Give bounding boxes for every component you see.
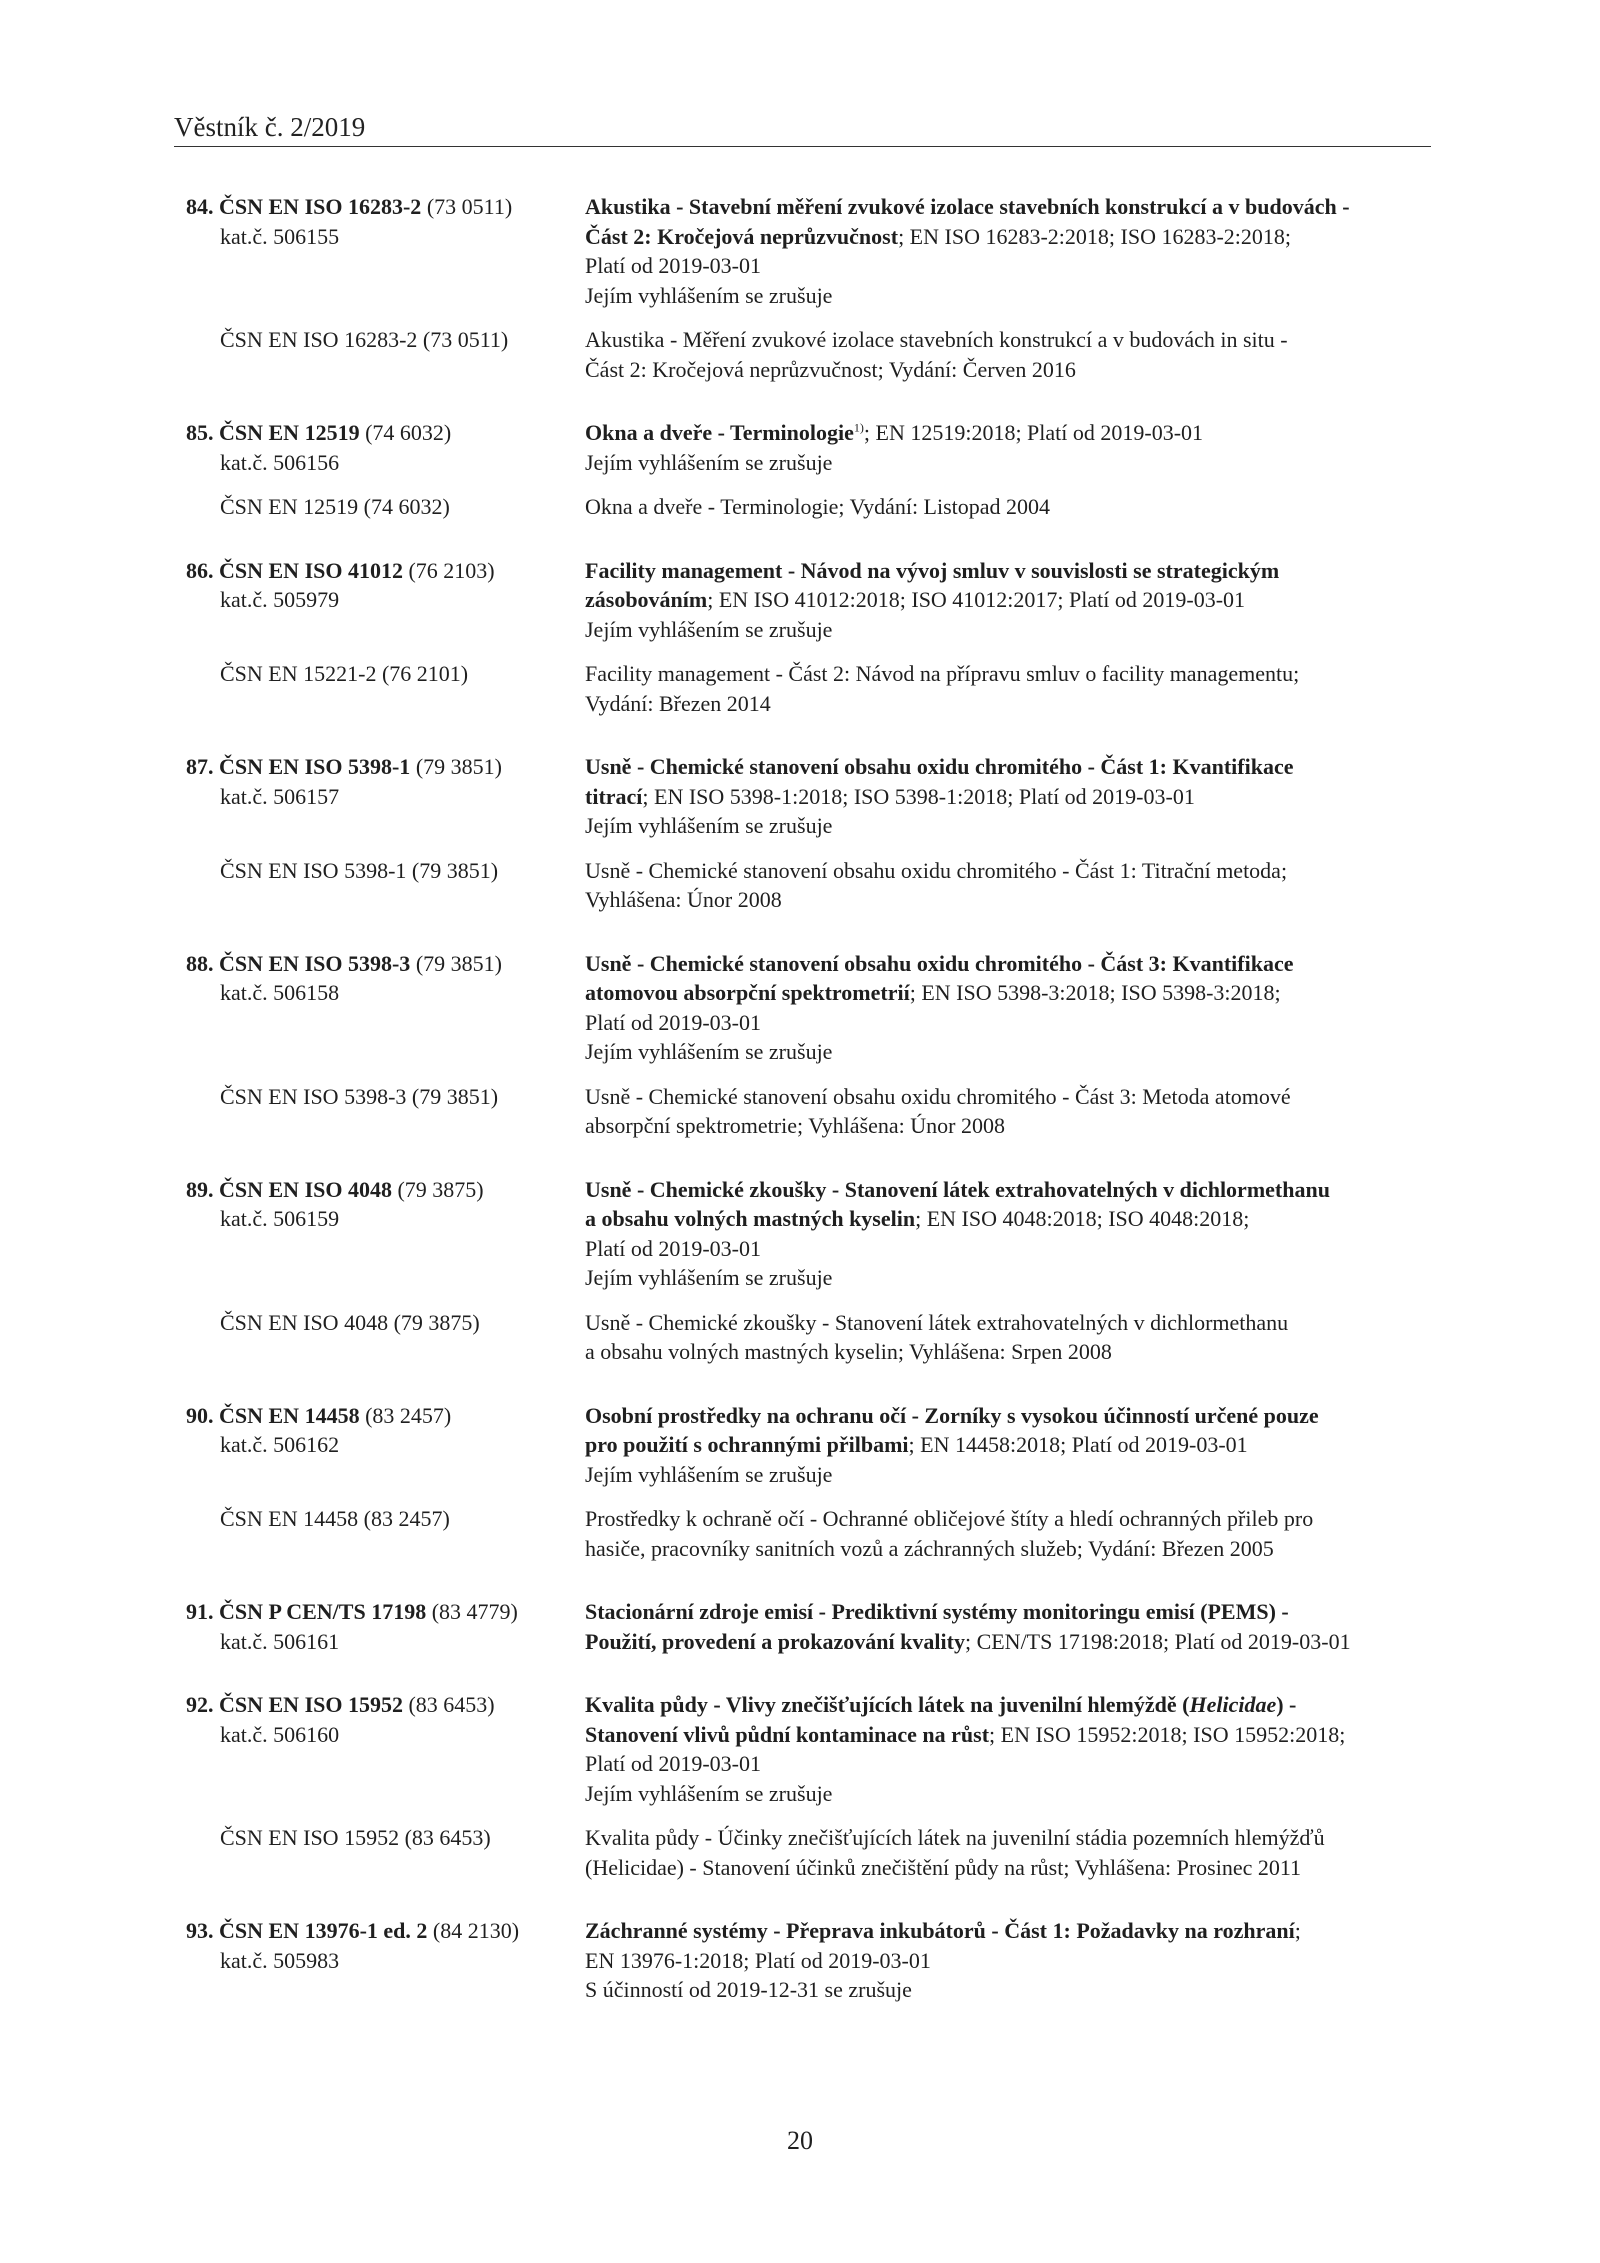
new-standard-row [186,752,1440,841]
standard-designation [186,949,585,1067]
text-line [585,418,1440,448]
text-line [186,1204,585,1234]
text-line [186,1627,585,1657]
text-line [585,1111,1440,1141]
standard-designation [186,1690,585,1808]
text-segment: Jejím vyhlášením se zrušuje [585,813,833,838]
text-segment: titrací [585,783,643,809]
text-segment: zásobováním [585,587,708,612]
text-segment: ; EN ISO 4048:2018; ISO 4048:2018; [915,1206,1250,1231]
text-segment: Jejím vyhlášením se zrušuje [585,1780,833,1806]
text-line [585,1234,1440,1264]
new-standard-row [186,1175,1440,1293]
text-segment: Vydání: Březen 2014 [585,690,771,716]
text-segment: a obsahu volných mastných kyselin [585,1206,916,1231]
replaced-standard-row [186,1504,1440,1563]
text-line [585,1460,1440,1490]
text-segment: ČSN EN 14458 (83 2457) [220,1506,450,1531]
standard-designation [186,1175,585,1293]
text-line [585,448,1440,478]
text-segment: ; EN ISO 5398-1:2018; ISO 5398-1:2018; Platí od 2019-03-01 [642,783,1195,809]
text-line [585,1853,1440,1883]
standard-description [585,1823,1440,1882]
text-segment: Usně - Chemické stanovení obsahu oxidu chromitého - Část 1: Titrační metoda; [585,857,1288,883]
text-line [585,1204,1440,1234]
text-line [585,192,1440,222]
text-line [585,949,1440,979]
text-segment: Facility management - Část 2: Návod na přípravu smluv o facility managementu; [585,661,1300,686]
text-segment: Platí od 2019-03-01 [585,1235,761,1261]
standard-description [585,492,1440,522]
standard-designation [186,1308,585,1367]
text-segment: kat.č. 506162 [220,1432,340,1457]
text-line [186,585,585,615]
text-segment: kat.č. 505983 [220,1947,340,1973]
text-segment: (Helicidae) - Stanovení účinků znečištění půdy na růst; Vyhlášena: Prosinec 2011 [585,1854,1302,1880]
text-line [186,192,585,222]
text-segment: Usně - Chemické stanovení obsahu oxidu chromitého - Část 1: Kvantifikace [585,754,1294,779]
text-line [585,782,1440,812]
text-line [585,978,1440,1008]
standard-entry [186,418,1440,522]
new-standard-row [186,1916,1440,2005]
new-standard-row [186,418,1440,477]
text-line [186,1430,585,1460]
text-line [585,752,1440,782]
text-line [186,1504,585,1534]
text-segment: ; EN ISO 16283-2:2018; ISO 16283-2:2018; [898,223,1292,249]
text-line [186,752,585,782]
standard-description [585,1690,1440,1808]
text-line [585,885,1440,915]
text-segment: Vyhlášena: Únor 2008 [585,887,782,912]
text-segment: kat.č. 506156 [220,449,340,475]
text-segment: ) - [1276,1692,1297,1717]
text-line [585,1175,1440,1205]
text-segment: ; EN 14458:2018; Platí od 2019-03-01 [908,1432,1248,1457]
text-line [186,782,585,812]
text-line [186,659,585,689]
text-segment: atomovou absorpční spektrometrií [585,980,910,1005]
text-segment: Jejím vyhlášením se zrušuje [585,1039,833,1064]
text-line [585,1975,1440,2005]
text-segment: kat.č. 506158 [220,980,340,1005]
text-segment: Stanovení vlivů půdní kontaminace na růst [585,1721,990,1747]
text-segment: ČSN EN ISO 5398-3 (79 3851) [220,1083,499,1109]
text-segment: 84. ČSN EN ISO 16283-2 [186,194,422,219]
text-line [186,1082,585,1112]
standard-designation [186,856,585,915]
text-segment: Akustika - Měření zvukové izolace stavebních konstrukcí a v budovách in situ - [585,327,1288,352]
standard-designation [186,192,585,310]
header-divider [174,146,1431,147]
new-standard-row [186,1401,1440,1490]
text-segment: (76 2103) [402,557,495,583]
text-segment: Osobní prostředky na ochranu očí - Zorníky s vysokou účinností určené pouze [585,1402,1319,1428]
text-segment: kat.č. 506161 [220,1628,340,1654]
text-segment: ČSN EN ISO 4048 (79 3875) [220,1309,480,1335]
text-segment: Část 2: Kročejová neprůzvučnost [585,223,899,249]
text-line [186,1597,585,1627]
page-header-title: Věstník č. 2/2019 [174,112,366,142]
text-line [585,1823,1440,1853]
text-segment: EN 13976-1:2018; Platí od 2019-03-01 [585,1947,931,1973]
standard-description [585,1308,1440,1367]
text-segment: Akustika - Stavební měření zvukové izolace stavebních konstrukcí a v budovách - [585,194,1350,219]
text-line [585,251,1440,281]
text-line [585,355,1440,385]
text-line [585,659,1440,689]
text-segment: Usně - Chemické zkoušky - Stanovení látek extrahovatelných v dichlormethanu [585,1309,1289,1335]
new-standard-row [186,949,1440,1067]
text-line [186,1175,585,1205]
standard-description [585,856,1440,915]
text-segment: Záchranné systémy - Přeprava inkubátorů - Část 1: Požadavky na rozhraní [585,1918,1295,1943]
text-segment: Jejím vyhlášením se zrušuje [585,449,833,475]
text-line [585,1690,1440,1720]
text-line [585,585,1440,615]
standard-entry [186,1690,1440,1882]
text-line [585,1082,1440,1112]
standard-entry [186,1916,1440,2005]
text-segment: Okna a dveře - Terminologie [585,420,854,445]
standard-description [585,418,1440,477]
text-line [585,1263,1440,1293]
text-segment: Usně - Chemické zkoušky - Stanovení látek extrahovatelných v dichlormethanu [585,1176,1330,1202]
text-line [186,556,585,586]
text-line [585,1779,1440,1809]
replaced-standard-row [186,1823,1440,1882]
text-line [186,856,585,886]
standard-description [585,1082,1440,1141]
standard-designation [186,1823,585,1882]
text-segment: ; CEN/TS 17198:2018; Platí od 2019-03-01 [964,1628,1351,1654]
standard-description [585,949,1440,1067]
standard-description [585,752,1440,841]
text-segment: ČSN EN ISO 5398-1 (79 3851) [220,857,499,883]
text-line [585,1720,1440,1750]
text-segment: hasiče, pracovníky sanitních vozů a záchranných služeb; Vydání: Březen 2005 [585,1535,1274,1561]
text-segment: Jejím vyhlášením se zrušuje [585,1461,833,1487]
replaced-standard-row [186,659,1440,718]
text-line [585,556,1440,586]
text-line [585,1037,1440,1067]
text-line [585,1534,1440,1564]
text-line [585,1308,1440,1338]
standard-designation [186,1597,585,1656]
standard-designation [186,659,585,718]
text-segment: Použití, provedení a prokazování kvality [585,1628,965,1654]
text-segment: S účinností od 2019-12-31 se zrušuje [585,1977,912,2002]
text-line [585,1430,1440,1460]
text-segment: 93. ČSN EN 13976-1 ed. 2 [186,1918,428,1943]
text-line [186,1690,585,1720]
standard-description [585,1175,1440,1293]
standard-designation [186,325,585,384]
text-line [585,1627,1440,1657]
text-segment: ; EN 12519:2018; Platí od 2019-03-01 [863,420,1204,445]
text-line [585,615,1440,645]
standard-description [585,192,1440,310]
text-segment: 86. ČSN EN ISO 41012 [186,557,403,583]
text-segment: Platí od 2019-03-01 [585,1009,761,1035]
text-line [585,492,1440,522]
text-segment: ; EN ISO 5398-3:2018; ISO 5398-3:2018; [909,980,1281,1005]
text-line [585,689,1440,719]
standard-designation [186,1401,585,1490]
text-line [585,811,1440,841]
text-line [585,1401,1440,1431]
text-line [186,978,585,1008]
text-segment: ČSN EN ISO 16283-2 (73 0511) [220,327,509,352]
text-segment: kat.č. 506159 [220,1206,340,1231]
text-segment: Kvalita půdy - Vlivy znečišťujících látek na juvenilní hlemýždě ( [585,1692,1190,1717]
new-standard-row [186,556,1440,645]
text-segment: ČSN EN 15221-2 (76 2101) [220,661,469,686]
text-segment: Jejím vyhlášením se zrušuje [585,1265,833,1290]
text-line [585,1597,1440,1627]
standard-designation [186,418,585,477]
text-segment: kat.č. 505979 [220,587,340,612]
standard-designation [186,1504,585,1563]
text-segment: Platí od 2019-03-01 [585,1751,761,1776]
text-segment: Platí od 2019-03-01 [585,253,761,278]
text-segment: ČSN EN 12519 (74 6032) [220,494,450,519]
text-segment: ČSN EN ISO 15952 (83 6453) [220,1825,491,1850]
text-line [585,1749,1440,1779]
text-segment: absorpční spektrometrie; Vyhlášena: Únor 2008 [585,1113,1005,1138]
text-line [186,448,585,478]
replaced-standard-row [186,325,1440,384]
text-segment: 88. ČSN EN ISO 5398-3 [186,950,411,976]
text-line [186,1946,585,1976]
standard-designation [186,1082,585,1141]
text-segment: Okna a dveře - Terminologie; Vydání: Listopad 2004 [585,494,1051,519]
replaced-standard-row [186,492,1440,522]
standard-description [585,325,1440,384]
text-segment: Usně - Chemické stanovení obsahu oxidu chromitého - Část 3: Metoda atomové [585,1083,1291,1109]
standard-designation [186,1916,585,2005]
text-segment: 91. ČSN P CEN/TS 17198 [186,1599,427,1624]
text-segment: Helicidae [1189,1692,1277,1717]
text-line [585,1946,1440,1976]
text-line [585,1504,1440,1534]
text-segment: Usně - Chemické stanovení obsahu oxidu chromitého - Část 3: Kvantifikace [585,950,1294,976]
text-line [585,1337,1440,1367]
replaced-standard-row [186,1082,1440,1141]
text-segment: Facility management - Návod na vývoj smluv v souvislosti se strategickým [585,557,1280,583]
text-segment: kat.č. 506160 [220,1721,340,1747]
text-segment: 87. ČSN EN ISO 5398-1 [186,754,411,779]
text-line [585,1916,1440,1946]
standard-entry [186,556,1440,719]
text-segment: ; EN ISO 15952:2018; ISO 15952:2018; [989,1721,1346,1747]
text-segment: (83 2457) [359,1402,452,1428]
text-segment: Stacionární zdroje emisí - Prediktivní systémy monitoringu emisí (PEMS) - [585,1599,1289,1624]
page-number: 20 [787,2126,813,2155]
text-segment: Jejím vyhlášením se zrušuje [585,616,833,642]
text-segment: (79 3851) [410,950,502,976]
text-line [186,1720,585,1750]
text-segment: ; EN ISO 41012:2018; ISO 41012:2017; Platí od 2019-03-01 [707,587,1246,612]
footnote-marker: 1) [853,420,864,435]
text-segment: a obsahu volných mastných kyselin; Vyhlášena: Srpen 2008 [585,1339,1112,1364]
text-segment: 85. ČSN EN 12519 [186,420,360,445]
text-segment: (83 6453) [402,1692,495,1717]
replaced-standard-row [186,856,1440,915]
text-segment: Část 2: Kročejová neprůzvučnost; Vydání: Červen 2016 [585,356,1076,382]
standard-entry [186,1597,1440,1656]
text-segment: 89. ČSN EN ISO 4048 [186,1176,392,1202]
standard-description [585,1504,1440,1563]
text-line [585,281,1440,311]
text-line [186,492,585,522]
text-line [186,222,585,252]
standard-designation [186,556,585,645]
text-line [585,1008,1440,1038]
text-segment: Kvalita půdy - Účinky znečišťujících látek na juvenilní stádia pozemních hlemýžďů [585,1825,1325,1850]
standard-entry [186,752,1440,915]
text-line [186,1916,585,1946]
text-line [186,418,585,448]
text-segment: (79 3875) [391,1176,484,1202]
text-line [186,949,585,979]
replaced-standard-row [186,1308,1440,1367]
standard-designation [186,492,585,522]
standard-description [585,1916,1440,2005]
text-line [186,1401,585,1431]
text-segment: 92. ČSN EN ISO 15952 [186,1692,403,1717]
text-segment: Jejím vyhlášením se zrušuje [585,282,833,308]
text-segment: (79 3851) [410,754,502,779]
text-segment: ; [1294,1918,1301,1943]
standard-entry [186,1401,1440,1564]
text-segment: (83 4779) [426,1599,518,1624]
standard-entry [186,949,1440,1141]
text-segment: (74 6032) [359,420,452,445]
text-segment: pro použití s ochrannými přilbami [585,1432,909,1457]
standard-description [585,1597,1440,1656]
text-segment: (84 2130) [427,1918,520,1943]
text-line [186,1308,585,1338]
standards-list [186,192,1440,2039]
text-line [585,856,1440,886]
new-standard-row [186,1690,1440,1808]
standard-designation [186,752,585,841]
standard-description [585,1401,1440,1490]
new-standard-row [186,192,1440,310]
new-standard-row [186,1597,1440,1656]
text-segment: kat.č. 506155 [220,223,340,249]
text-segment: (73 0511) [421,194,513,219]
text-segment: kat.č. 506157 [220,783,340,809]
text-segment: 90. ČSN EN 14458 [186,1402,360,1428]
standard-entry [186,192,1440,384]
text-segment: Prostředky k ochraně očí - Ochranné obličejové štíty a hledí ochranných přileb pro [585,1506,1314,1531]
standard-description [585,659,1440,718]
text-line [585,222,1440,252]
text-line [186,325,585,355]
text-line [186,1823,585,1853]
standard-entry [186,1175,1440,1367]
standard-description [585,556,1440,645]
text-line [585,325,1440,355]
